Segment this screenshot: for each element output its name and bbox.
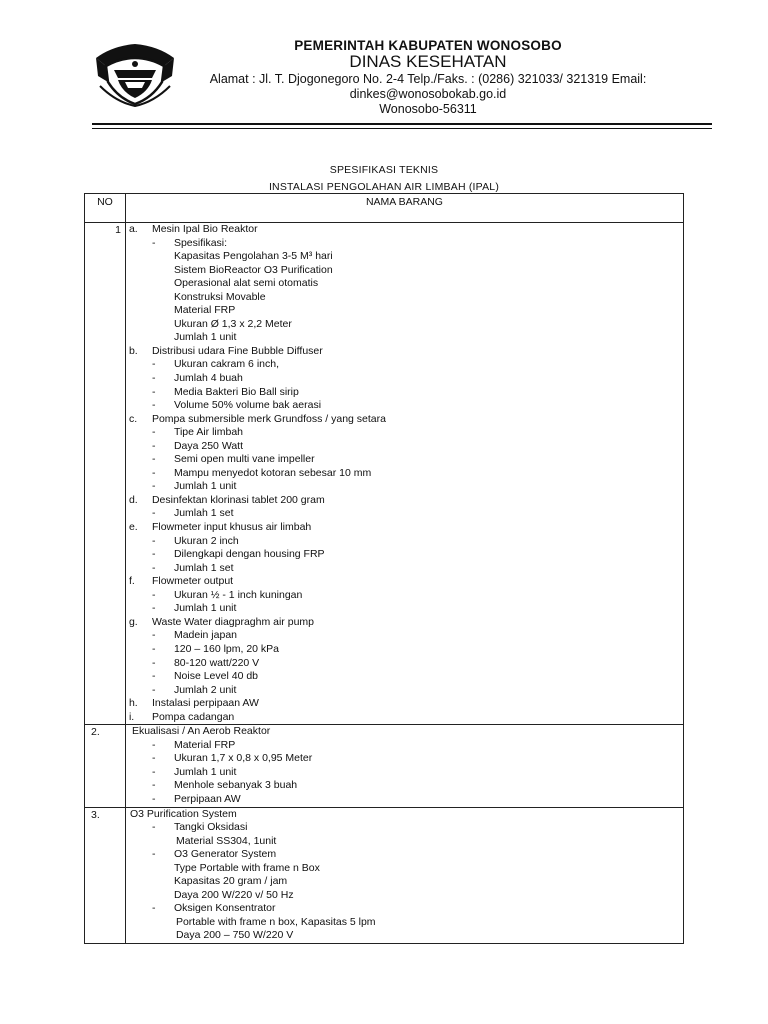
spec-text: Daya 200 W/220 v/ 50 Hz <box>173 888 294 901</box>
spec-line <box>126 725 683 739</box>
spec-line <box>126 264 683 278</box>
spec-line <box>126 358 683 372</box>
spec-line <box>126 223 683 237</box>
spec-text: Oksigen Konsentrator <box>173 902 276 915</box>
list-marker: - <box>151 426 156 439</box>
list-marker: - <box>151 466 156 479</box>
letterhead-rule-thin <box>92 128 712 129</box>
spec-line <box>126 848 683 862</box>
row-number: 1 <box>85 223 126 725</box>
spec-text: Tipe Air limbah <box>173 426 244 439</box>
list-marker: - <box>151 480 156 493</box>
list-marker: g. <box>128 615 138 628</box>
spec-text: Spesifikasi: <box>173 236 228 249</box>
spec-line <box>126 808 683 822</box>
list-marker: - <box>151 902 156 915</box>
spec-line <box>126 453 683 467</box>
list-marker: - <box>151 752 156 765</box>
list-marker: i. <box>128 710 135 723</box>
spec-text: Jumlah 1 set <box>173 507 234 520</box>
list-marker: - <box>151 358 156 371</box>
spec-text: 120 – 160 lpm, 20 kPa <box>173 642 280 655</box>
spec-line <box>126 413 683 427</box>
spec-line <box>126 684 683 698</box>
spec-line <box>126 521 683 535</box>
spec-text: Ukuran 1,7 x 0,8 x 0,95 Meter <box>173 752 313 765</box>
spec-text: Ukuran cakram 6 inch, <box>173 358 279 371</box>
list-marker: - <box>151 385 156 398</box>
spec-text: Ukuran 2 inch <box>173 534 239 547</box>
spec-text: 80-120 watt/220 V <box>173 656 260 669</box>
spec-text: Sistem BioReactor O3 Purification <box>173 263 333 276</box>
table-row <box>85 725 684 807</box>
letterhead-rule-thick <box>92 123 712 125</box>
spec-line <box>126 739 683 753</box>
spec-line <box>126 291 683 305</box>
spec-line <box>126 304 683 318</box>
spec-line <box>126 331 683 345</box>
item-spec-cell <box>125 807 683 943</box>
list-marker: d. <box>128 493 138 506</box>
spec-text: Volume 50% volume bak aerasi <box>173 399 322 412</box>
spec-line <box>126 616 683 630</box>
list-marker: e. <box>128 521 138 534</box>
spec-text: Ukuran Ø 1,3 x 2,2 Meter <box>173 317 292 330</box>
spec-text: Noise Level 40 db <box>173 670 259 683</box>
spec-line <box>126 535 683 549</box>
list-marker: - <box>151 792 156 805</box>
title-line-1: SPESIFIKASI TEKNIS <box>329 164 439 176</box>
spec-line <box>126 752 683 766</box>
list-marker: h. <box>128 697 138 710</box>
spec-line <box>126 670 683 684</box>
spec-line <box>126 494 683 508</box>
spec-text: Konstruksi Movable <box>173 290 266 303</box>
spec-text: Distribusi udara Fine Bubble Diffuser <box>151 344 323 357</box>
list-marker: - <box>151 738 156 751</box>
row-number: 2. <box>85 725 126 807</box>
list-marker: - <box>151 439 156 452</box>
spec-line <box>126 480 683 494</box>
spec-line <box>126 372 683 386</box>
spec-text: Ukuran ½ - 1 inch kuningan <box>173 588 303 601</box>
list-marker: - <box>151 534 156 547</box>
item-spec-cell <box>125 223 683 725</box>
spec-text: Dilengkapi dengan housing FRP <box>173 548 325 561</box>
header-no: NO <box>85 194 126 223</box>
spec-text: Ekualisasi / An Aerob Reaktor <box>131 725 271 738</box>
spec-text: Material FRP <box>173 304 236 317</box>
address-city: Wonosobo-56311 <box>379 102 477 116</box>
spec-text: Flowmeter output <box>151 575 234 588</box>
spec-text: Mesin Ipal Bio Reaktor <box>151 223 258 235</box>
spec-line <box>126 929 683 943</box>
list-marker: - <box>151 561 156 574</box>
spec-line <box>126 386 683 400</box>
spec-line <box>126 875 683 889</box>
spec-line <box>126 766 683 780</box>
spec-text: O3 Purification System <box>129 807 237 820</box>
list-marker: - <box>151 399 156 412</box>
spec-text: Media Bakteri Bio Ball sirip <box>173 385 299 398</box>
spec-line <box>126 345 683 359</box>
spec-text: Type Portable with frame n Box <box>173 861 320 874</box>
spec-text: Kapasitas Pengolahan 3-5 M³ hari <box>173 250 333 263</box>
list-marker: b. <box>128 344 138 357</box>
row-number: 3. <box>85 807 126 943</box>
list-marker: - <box>151 507 156 520</box>
spec-line <box>126 575 683 589</box>
item-spec-cell <box>125 725 683 807</box>
list-marker: - <box>151 821 156 834</box>
list-marker: c. <box>128 412 138 425</box>
spec-line <box>126 629 683 643</box>
spec-line <box>126 426 683 440</box>
regency-emblem-icon <box>92 36 178 108</box>
spec-text: Jumlah 4 buah <box>173 372 243 385</box>
spec-line <box>126 889 683 903</box>
spec-text: Material SS304, 1unit <box>175 834 277 847</box>
list-marker: - <box>151 548 156 561</box>
spec-line <box>126 602 683 616</box>
spec-line <box>126 318 683 332</box>
spec-line <box>126 507 683 521</box>
spec-text: Flowmeter input khusus air limbah <box>151 521 312 534</box>
address-line-1: Alamat : Jl. T. Djogonegoro No. 2-4 Telp./Faks. : (0286) 321033/ 321319 Email: <box>209 72 647 86</box>
list-marker: - <box>151 372 156 385</box>
government-name: PEMERINTAH KABUPATEN WONOSOBO <box>294 38 562 53</box>
document-titles <box>84 162 684 196</box>
spec-text: Jumlah 1 set <box>173 561 234 574</box>
spec-text: Instalasi perpipaan AW <box>151 697 259 710</box>
spec-line <box>126 835 683 849</box>
spec-line <box>126 711 683 725</box>
table-body <box>85 223 684 944</box>
spec-text: Menhole sebanyak 3 buah <box>173 779 298 792</box>
spec-text: Tangki Oksidasi <box>173 821 248 834</box>
spec-text: Waste Water diagpraghm air pump <box>151 615 314 628</box>
list-marker: - <box>151 629 156 642</box>
list-marker: - <box>151 848 156 861</box>
spec-text: Jumlah 1 unit <box>173 480 237 493</box>
spec-line <box>126 697 683 711</box>
list-marker: - <box>151 236 156 249</box>
spec-text: Mampu menyedot kotoran sebesar 10 mm <box>173 466 372 479</box>
list-marker: - <box>151 588 156 601</box>
spec-text: Semi open multi vane impeller <box>173 453 315 466</box>
spec-line <box>126 467 683 481</box>
spec-line <box>126 277 683 291</box>
list-marker: - <box>151 779 156 792</box>
department-name: DINAS KESEHATAN <box>349 52 507 71</box>
list-marker: - <box>151 670 156 683</box>
list-marker: a. <box>128 223 138 235</box>
spec-text: Desinfektan klorinasi tablet 200 gram <box>151 493 325 506</box>
spec-line <box>126 916 683 930</box>
spec-line <box>126 902 683 916</box>
table-header-row <box>85 194 684 223</box>
spec-text: Madein japan <box>173 629 237 642</box>
spec-text: Daya 200 – 750 W/220 V <box>175 929 294 942</box>
spec-line <box>126 589 683 603</box>
spec-line <box>126 657 683 671</box>
spec-text: Material FRP <box>173 738 236 751</box>
letterhead <box>180 38 676 116</box>
list-marker: - <box>151 683 156 696</box>
table-row <box>85 807 684 943</box>
spec-text: Jumlah 1 unit <box>173 602 237 615</box>
spec-line <box>126 793 683 807</box>
address-email: dinkes@wonosobokab.go.id <box>349 87 507 101</box>
spec-line <box>126 779 683 793</box>
spec-text: Jumlah 1 unit <box>173 765 237 778</box>
spec-line <box>126 440 683 454</box>
list-marker: - <box>151 453 156 466</box>
spec-text: Perpipaan AW <box>173 792 241 805</box>
list-marker: - <box>151 765 156 778</box>
spec-text: Jumlah 1 unit <box>173 331 237 344</box>
spec-line <box>126 237 683 251</box>
spec-text: Portable with frame n box, Kapasitas 5 lpm <box>175 915 376 928</box>
spec-table <box>84 193 684 944</box>
spec-text: Jumlah 2 unit <box>173 683 237 696</box>
spec-text: Pompa submersible merk Grundfoss / yang setara <box>151 412 386 425</box>
spec-text: O3 Generator System <box>173 848 277 861</box>
spec-line <box>126 399 683 413</box>
list-marker: - <box>151 642 156 655</box>
spec-text: Kapasitas 20 gram / jam <box>173 875 288 888</box>
table-row <box>85 223 684 725</box>
list-marker: - <box>151 602 156 615</box>
spec-line <box>126 821 683 835</box>
list-marker: - <box>151 656 156 669</box>
header-item-name: NAMA BARANG <box>125 194 683 223</box>
spec-text: Pompa cadangan <box>151 710 235 723</box>
spec-text: Daya 250 Watt <box>173 439 244 452</box>
spec-line <box>126 250 683 264</box>
spec-text: Operasional alat semi otomatis <box>173 277 319 290</box>
spec-line <box>126 862 683 876</box>
list-marker: f. <box>128 575 135 588</box>
spec-line <box>126 562 683 576</box>
spec-line <box>126 643 683 657</box>
title-line-2: INSTALASI PENGOLAHAN AIR LIMBAH (IPAL) <box>268 181 500 193</box>
spec-line <box>126 548 683 562</box>
